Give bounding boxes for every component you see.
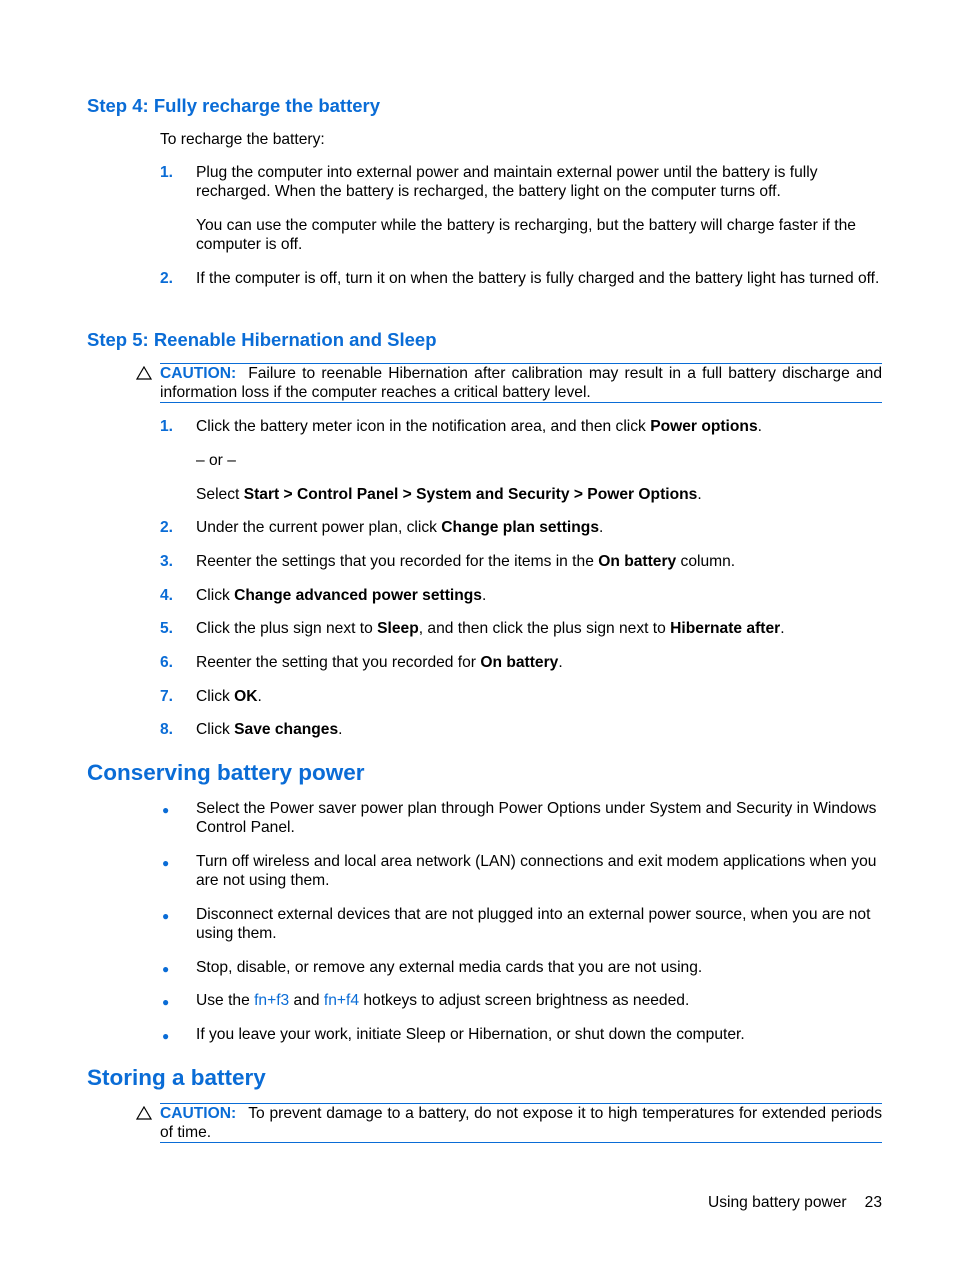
caution-text (160, 364, 882, 402)
bullet-icon: ● (162, 909, 170, 923)
warning-triangle-icon (136, 366, 152, 380)
storing-heading: Storing a battery (87, 1065, 266, 1090)
item-text: Click Change advanced power settings. (196, 587, 487, 604)
item-number: 7. (160, 688, 174, 705)
caution-box (160, 363, 882, 403)
item-number: 2. (160, 519, 174, 536)
item-number: 1. (160, 418, 174, 435)
step4-intro: To recharge the battery: (160, 131, 325, 148)
caution-box (160, 1103, 882, 1143)
caution-message: To prevent damage to a battery, do not expose it to high temperatures for extended periods of time. (160, 1105, 882, 1141)
bullet-icon: ● (162, 995, 170, 1009)
bullet-text: Use the fn+f3 and fn+f4 hotkeys to adjust screen brightness as needed. (196, 992, 690, 1009)
footer-section-title: Using battery power (707, 1194, 847, 1211)
bullet-text: Stop, disable, or remove any external media cards that you are not using. (196, 959, 703, 976)
item-number: 5. (160, 620, 174, 637)
select-path: Select Start > Control Panel > System and Security > Power Options. (196, 486, 702, 503)
hotkey-fn-f4[interactable]: fn+f4 (323, 992, 360, 1009)
bullet-icon: ● (162, 803, 170, 817)
caution-label: CAUTION: (160, 1105, 237, 1122)
or-separator: – or – (196, 452, 236, 469)
caution-label: CAUTION: (160, 365, 237, 382)
bullet-icon: ● (162, 962, 170, 976)
step5-heading: Step 5: Reenable Hibernation and Sleep (87, 329, 437, 350)
item-text: Plug the computer into external power and maintain external power until the battery is fully recharged. When the battery is recharged, the battery light on the computer turns off. (196, 164, 818, 200)
item-number: 6. (160, 654, 174, 671)
step4-note: You can use the computer while the battery is recharging, but the battery will charge faster if the computer is off. (196, 217, 856, 253)
item-number: 3. (160, 553, 174, 570)
bullet-text: Disconnect external devices that are not plugged into an external power source, when you are not using them. (196, 906, 871, 942)
item-number: 4. (160, 587, 174, 604)
bullet-text: Turn off wireless and local area network (LAN) connections and exit modem applications when you are not using them. (196, 853, 877, 889)
item-text: If the computer is off, turn it on when the battery is fully charged and the battery light has turned off. (196, 270, 880, 287)
item-text: Under the current power plan, click Change plan settings. (196, 519, 604, 536)
page-footer (708, 1193, 882, 1212)
page-number: 23 (864, 1194, 882, 1211)
bullet-icon: ● (162, 1029, 170, 1043)
item-text: Reenter the setting that you recorded for On battery. (196, 654, 563, 671)
caution-text (160, 1104, 882, 1142)
hotkey-fn-f3[interactable]: fn+f3 (254, 992, 290, 1009)
bullet-text: Select the Power saver power plan through Power Options under System and Security in Windows Control Panel. (196, 800, 877, 836)
item-text: Click Save changes. (196, 721, 343, 738)
warning-triangle-icon (136, 1106, 152, 1120)
item-text: Click the battery meter icon in the notification area, and then click Power options. (196, 418, 762, 435)
item-text: Click the plus sign next to Sleep, and then click the plus sign next to Hibernate after. (196, 620, 785, 637)
bullet-text: If you leave your work, initiate Sleep or Hibernation, or shut down the computer. (196, 1026, 745, 1043)
bullet-icon: ● (162, 856, 170, 870)
item-text: Click OK. (196, 688, 262, 705)
step4-heading: Step 4: Fully recharge the battery (87, 95, 381, 116)
conserving-heading: Conserving battery power (87, 760, 365, 785)
item-number: 2. (160, 270, 174, 287)
item-text: Reenter the settings that you recorded for the items in the On battery column. (196, 553, 736, 570)
item-number: 8. (160, 721, 174, 738)
item-number: 1. (160, 164, 174, 181)
caution-message: Failure to reenable Hibernation after calibration may result in a full battery discharge and information loss if the computer reaches a critical battery level. (160, 365, 882, 401)
